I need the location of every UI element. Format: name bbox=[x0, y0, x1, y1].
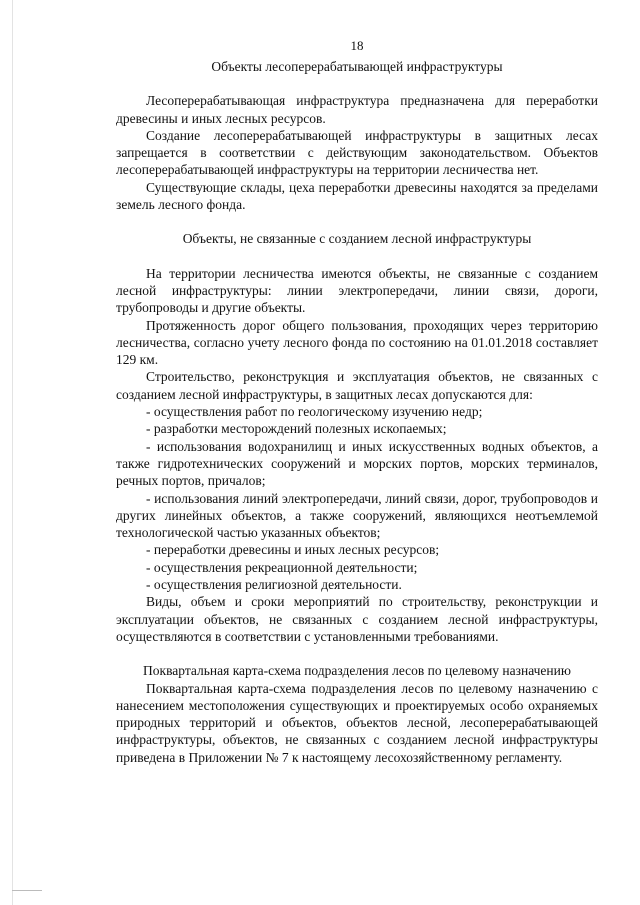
paragraph: Существующие склады, цеха переработки древесины находятся за пределами земель лесного фонда. bbox=[116, 179, 598, 213]
paragraph: Протяженность дорог общего пользования, проходящих через территорию лесничества, согласно учету лесного фонда по состоянию на 01.01.2018 составляет 129 км. bbox=[116, 317, 598, 368]
list-item: - использования линий электропередачи, линий связи, дорог, трубопроводов и других линейных объектов, а также сооружений, являющихся неотъемлемой технологической частью указанных объектов; bbox=[116, 490, 598, 541]
page-content bbox=[116, 38, 598, 766]
list-item: - разработки месторождений полезных ископаемых; bbox=[146, 421, 447, 437]
list-item: - осуществления работ по геологическому изучению недр; bbox=[146, 404, 483, 420]
list-item: - осуществления рекреационной деятельности; bbox=[146, 559, 418, 575]
list-item: - осуществления религиозной деятельности. bbox=[146, 577, 402, 593]
binding-margin-line bbox=[12, 0, 13, 905]
page-number: 18 bbox=[350, 38, 364, 53]
margin-corner-mark bbox=[12, 890, 42, 891]
section-heading-quarterly-map: Поквартальная карта-схема подразделения лесов по целевому назначению bbox=[143, 663, 571, 679]
section-heading-forest-processing: Объекты лесоперерабатывающей инфраструктуры bbox=[211, 59, 503, 74]
list-item: - переработки древесины и иных лесных ресурсов; bbox=[146, 542, 440, 558]
section-heading-non-forest-objects: Объекты, не связанные с созданием лесной инфраструктуры bbox=[182, 231, 532, 247]
paragraph: Виды, объем и сроки мероприятий по строительству, реконструкции и эксплуатации объектов, не связанных с созданием лесной инфраструктуры, осуществляются в соответствии с установленными требованиями. bbox=[116, 594, 598, 644]
paragraph: На территории лесничества имеются объекты, не связанные с созданием лесной инфраструктуры: линии электропередачи, линии связи, дороги, трубопроводы и другие объекты. bbox=[116, 265, 598, 316]
list-item: - использования водохранилищ и иных искусственных водных объектов, а также гидротехнических сооружений и морских портов, морских терминалов, речных портов, причалов; bbox=[116, 438, 598, 489]
paragraph: Поквартальная карта-схема подразделения лесов по целевому назначению с нанесением местоположения существующих и проектируемых особо охраняемых природных территорий и объектов, объектов лесной, лесоперерабатывающей инфраструктуры, объектов, не связанных с созданием лесной инфраструктуры приведена в Приложении № 7 к настоящему лесохозяйственному регламенту. bbox=[116, 680, 598, 765]
paragraph: Создание лесоперерабатывающей инфраструктуры в защитных лесах запрещается в соответствии с действующим законодательством. Объектов лесоперерабатывающей инфраструктуры на территории лесничества нет. bbox=[116, 127, 598, 178]
paragraph: Лесоперерабатывающая инфраструктура предназначена для переработки древесины и иных лесных ресурсов. bbox=[116, 93, 598, 126]
paragraph: Строительство, реконструкция и эксплуатация объектов, не связанных с созданием лесной инфраструктуры, в защитных лесах допускаются для: bbox=[116, 369, 598, 402]
